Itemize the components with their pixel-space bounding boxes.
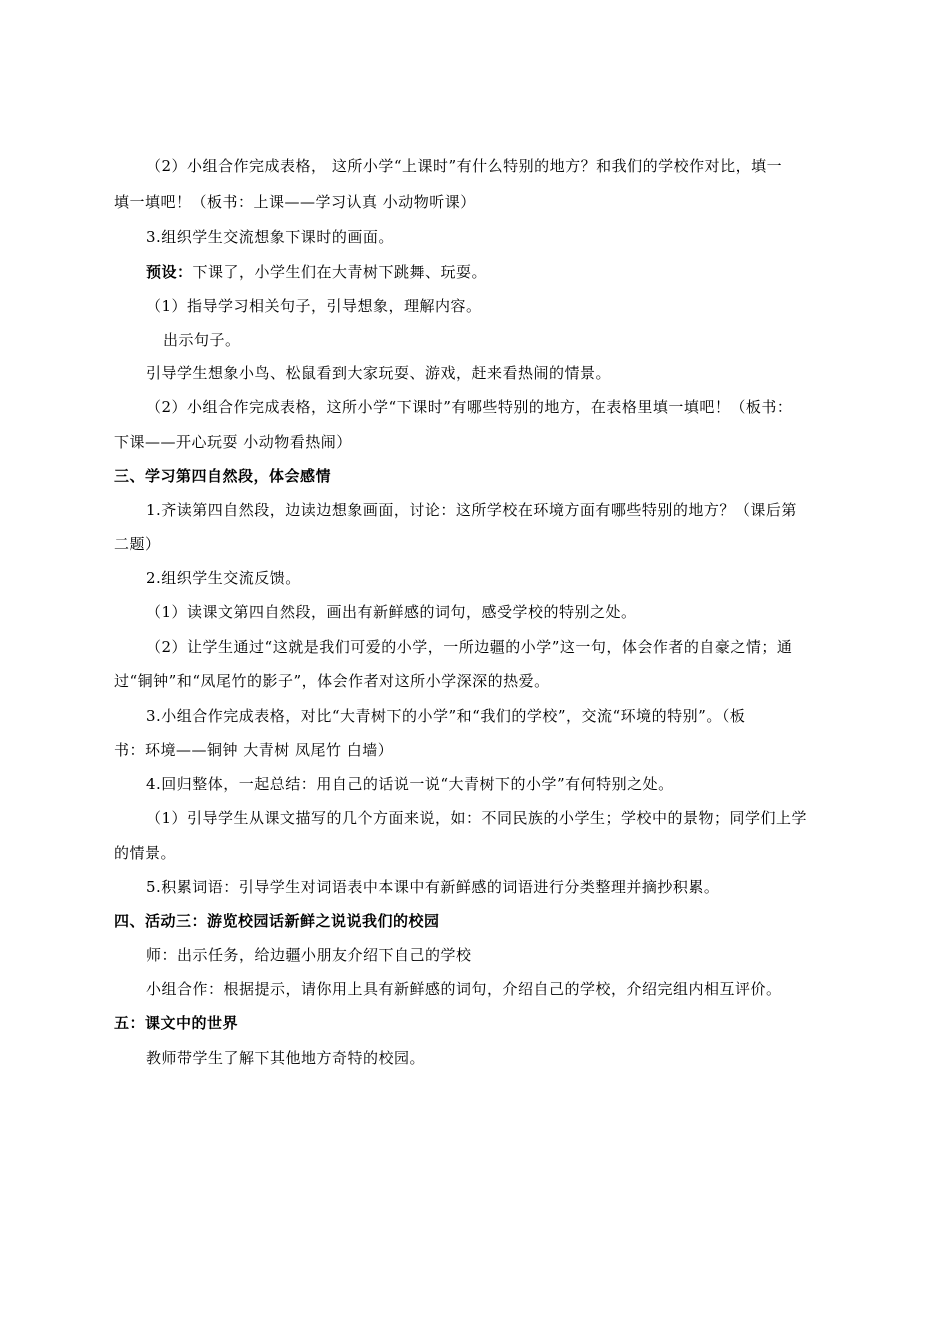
section-heading: 四、活动三：游览校园话新鲜之说说我们的校园 <box>114 912 440 930</box>
section-heading: 三、学习第四自然段，体会感情 <box>114 467 332 485</box>
paragraph-line: 1.齐读第四自然段，边读边想象画面，讨论：这所学校在环境方面有哪些特别的地方？（课后第 <box>146 501 797 519</box>
paragraph-line: 5.积累词语：引导学生对词语表中本课中有新鲜感的词语进行分类整理并摘抄积累。 <box>146 878 720 896</box>
paragraph-line: 3.组织学生交流想象下课时的画面。 <box>146 228 394 246</box>
section-heading: 五：课文中的世界 <box>114 1014 239 1032</box>
paragraph-line: 3.小组合作完成表格，对比“大青树下的小学”和“我们的学校”，交流“环境的特别”。（板 <box>146 707 746 725</box>
paragraph-line: 师：出示任务，给边疆小朋友介绍下自己的学校 <box>146 946 472 964</box>
paragraph-line: 出示句子。 <box>163 331 241 349</box>
paragraph-line: 二题） <box>114 535 161 553</box>
paragraph-line: 2.组织学生交流反馈。 <box>146 569 301 587</box>
paragraph-line: 小组合作：根据提示，请你用上具有新鲜感的词句，介绍自己的学校，介绍完组内相互评价。 <box>146 980 782 998</box>
paragraph-line: 过“铜钟”和“凤尾竹的影子”，体会作者对这所小学深深的热爱。 <box>114 672 550 690</box>
paragraph-line: （1）读课文第四自然段，画出有新鲜感的词句，感受学校的特别之处。 <box>146 603 637 621</box>
paragraph-line: 填一填吧！（板书：上课——学习认真 小动物听课） <box>114 193 476 211</box>
preset-line <box>146 262 487 282</box>
paragraph-line: （2）让学生通过“这就是我们可爱的小学，一所边疆的小学”这一句，体会作者的自豪之情；通 <box>146 638 793 656</box>
paragraph-line: 教师带学生了解下其他地方奇特的校园。 <box>146 1049 426 1067</box>
paragraph-line: 书：环境——铜钟 大青树 凤尾竹 白墙） <box>114 741 394 759</box>
paragraph-line: 4.回归整体，一起总结：用自己的话说一说“大青树下的小学”有何特别之处。 <box>146 775 674 793</box>
paragraph-line: 下课——开心玩耍 小动物看热闹） <box>114 433 352 451</box>
paragraph-line: （2）小组合作完成表格， 这所小学“上课时”有什么特别的地方？和我们的学校作对比，填一 <box>146 157 783 175</box>
paragraph-line: （1）指导学习相关句子，引导想象，理解内容。 <box>146 297 482 315</box>
paragraph-line: 的情景。 <box>114 844 177 862</box>
preset-label: 预设： <box>146 263 193 281</box>
paragraph-line: 引导学生想象小鸟、松鼠看到大家玩耍、游戏，赶来看热闹的情景。 <box>146 364 612 382</box>
paragraph-line: （1）引导学生从课文描写的几个方面来说，如：不同民族的小学生；学校中的景物；同学们上学 <box>146 809 808 827</box>
paragraph-line: （2）小组合作完成表格，这所小学“下课时”有哪些特别的地方，在表格里填一填吧！（板书： <box>146 398 793 416</box>
preset-text: 下课了，小学生们在大青树下跳舞、玩耍。 <box>192 263 488 281</box>
